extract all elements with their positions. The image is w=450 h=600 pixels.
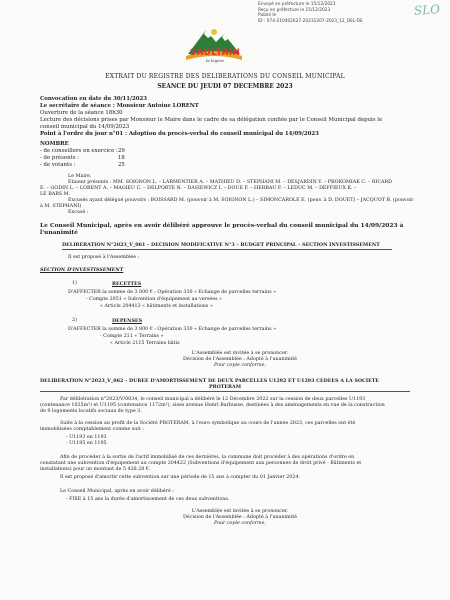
document-title: EXTRAIT DU REGISTRE DES DELIBERATIONS DU CONSEIL MUNICIPAL xyxy=(105,73,345,80)
stamp-id: ID : 074-210402627-20231207-2023_12_DEL-DE xyxy=(258,18,363,24)
count-value-exercise: 29 xyxy=(118,148,125,154)
count-label-exercise: - de conseillers en exercice : xyxy=(40,148,118,154)
absent-members: Excusé : xyxy=(68,210,89,215)
stamp-published: Publié le xyxy=(258,13,277,19)
count-label-voters: - de votants : xyxy=(40,162,76,168)
present-members-3: LE BARS M. xyxy=(40,192,71,197)
decisions-line-2: conseil municipal du 14/09/2023 xyxy=(40,124,130,130)
deliberation-061-decision: Décision de l'Assemblée : Adopté à l'unanimité xyxy=(183,357,297,362)
divider xyxy=(40,391,410,392)
handwritten-initials: SLO xyxy=(413,2,441,18)
stamp-sent: Envoyé en préfecture le 15/12/2023 xyxy=(258,2,336,7)
deliberation-062-para6: - FIXE à 15 ans la durée d'amortissement de ces deux subventions. xyxy=(66,497,230,502)
parcel-1: - U1193 en 1193 xyxy=(66,435,107,440)
deliberation-062-decision: Décision de l'Assemblée : Adopté à l'unanimité xyxy=(183,515,297,520)
depenses-line-2: - Compte 211 « Terrains » xyxy=(100,334,164,339)
deliberation-062-para2-1: Suite à la cession au profit de la Société PROTERAM, à l'euro symbolique au cours de l'année 2023, ces parcelles ont été xyxy=(60,421,356,426)
deliberation-061-title: DELIBERATION N°2023_V_061 – DECISION MODIFICATIVE N°3 – BUDGET PRINCIPAL – SECTION INVESTISSEMENT xyxy=(62,242,380,248)
depenses-heading: DEPENSES xyxy=(112,318,143,324)
deliberation-062-para3-2: constatant une subvention d'équipement au compte 204422 (Subventions d'équipement aux personnes de droit privé - Bâtiments et xyxy=(40,461,362,466)
deliberation-062-para2-2: immobilisées comptablement comme suit : xyxy=(40,427,144,432)
proxy-members-1: Excusés ayant délégué pouvoirs : BOISSARD M. (pouvoir à M. SOIGNON L.) – SIMONCAROLE E. (pouv. à D. DOUET) – JACQUOT B. (pouvoir xyxy=(68,198,414,203)
logo-name: SAULTAIN xyxy=(189,48,241,58)
opening-time: Ouverture de la séance 18h30 xyxy=(40,110,123,116)
recettes-line-1: D'AFFECTER la somme de 3 800 € : Opération 330 « Echange de parcelles terrains » xyxy=(68,290,277,295)
decisions-line: Lecture des décisions prises par Monsieur le Maire dans le cadre de sa délégation confiée par le Conseil Municipal depuis le xyxy=(40,117,383,123)
prefecture-stamp xyxy=(258,2,442,34)
agenda-point-1: Point à l'ordre du jour n°01 : Adoption du procès-verbal du conseil municipal du 14/09/2023 xyxy=(40,131,319,137)
parcel-2: - U1195 en 1195 xyxy=(66,441,107,446)
deliberation-062-invitation: L'Assemblée est invitée à se prononcer. xyxy=(191,509,289,514)
deliberation-062-title: DELIBERATION N°2023_V_062 – DUREE D'AMORTISSEMENT DE DEUX PARCELLES U1292 ET U1293 CEDEES A LA SOCIETE xyxy=(40,378,379,384)
deliberation-062-para3-3: installations) pour un montant de 5 428,28 €. xyxy=(40,467,151,472)
recettes-number: 1) xyxy=(72,281,77,286)
proxy-members-2: à M. STEPHANI) xyxy=(40,204,82,209)
divider xyxy=(62,249,392,250)
convocation-date: Convocation en date du 30/11/2023 xyxy=(40,96,148,102)
session-title: SEANCE DU JEUDI 07 DECEMBRE 2023 xyxy=(157,83,293,90)
deliberation-061-invitation: L'Assemblée est invitée à se prononcer. xyxy=(191,351,289,356)
depenses-number: 2) xyxy=(72,318,77,323)
deliberation-062-certify: Pour copie conforme, xyxy=(214,521,266,526)
present-members-1: Etaient présents : MM. SOIGNON L. – LARMENTIER A. – MATHIEU D. – STEPHANI M. – DESJARDIN Y. – PROKOMIAK C. – RICARD xyxy=(68,180,392,185)
recettes-line-2: - Compte 2051 « Subvention d'équipement au versées » xyxy=(86,297,222,302)
deliberation-062-para4: Il est proposé d'amortir cette subvention sur une période de 15 ans à compter du 01 Janvier 2024. xyxy=(60,475,300,480)
chair: Le Maire, xyxy=(68,174,92,179)
recettes-line-3: « Article 204413 « bâtiments et installations » xyxy=(100,304,213,309)
counts-label: NOMBRE xyxy=(40,141,69,147)
deliberation-062-para5: Le Conseil Municipal, après en avoir délibéré : xyxy=(60,489,174,494)
saultain-logo-icon xyxy=(182,20,246,72)
deliberation-062-para1-1: Par délibération n°2023/V/0034, le conseil municipal a délibéré le 12 Décembre 2022 sur la cession de deux parcelles U1193 xyxy=(60,397,366,402)
deliberation-061-certify: Pour copie conforme, xyxy=(214,363,266,368)
deliberation-062-title-2: PROTERAM xyxy=(208,384,242,390)
count-label-present: - de présents : xyxy=(40,155,79,161)
resolution-pv-2: l'unanimité xyxy=(40,229,78,236)
depenses-line-3: « Article 2115 Terrains bâtis xyxy=(110,341,180,346)
investment-section-heading: SECTION D'INVESTISSEMENT xyxy=(40,267,124,273)
deliberation-062-para1-2: (contenance 1025m²) et U1195 (contenance 1172m²), sises avenue Henri Barbusse, destinées à des aménagements en vue de la construction xyxy=(40,403,385,408)
deliberation-062-para3-1: Afin de procéder à la sortie de l'actif immobilisé de ces dernières, la commune doit procéder à des opérations d'ordre en xyxy=(60,455,355,460)
count-value-voters: 25 xyxy=(118,162,125,168)
present-members-2: E. – GODIN L. – LORENT A. – MAGIEU C. – DELPORTE N. – DASIEWICZ I. – DOUE F. – HERBAU F. – LEDUC M. – DEFFIEUX K. – xyxy=(40,186,357,191)
resolution-pv: Le Conseil Municipal, après en avoir délibéré approuve le procès-verbal du conseil municipal du 14/09/2023 à xyxy=(40,222,404,229)
recettes-heading: RECETTES xyxy=(112,281,142,287)
deliberation-062-para1-3: de 9 logements locatifs sociaux de type 3. xyxy=(40,409,142,414)
stamp-received: Reçu en préfecture le 15/12/2023 xyxy=(258,7,331,13)
secretary: Le secrétaire de séance : Monsieur Antoine LORENT xyxy=(40,103,199,109)
deliberation-061-preface: Il est proposé à l'Assemblée : xyxy=(68,255,140,260)
count-value-present: 18 xyxy=(118,155,125,161)
logo-tagline: la légère xyxy=(206,58,224,63)
depenses-line-1: D'AFFECTER la somme de 3 800 € : Opération 330 « Echange de parcelles terrains » xyxy=(68,327,277,332)
